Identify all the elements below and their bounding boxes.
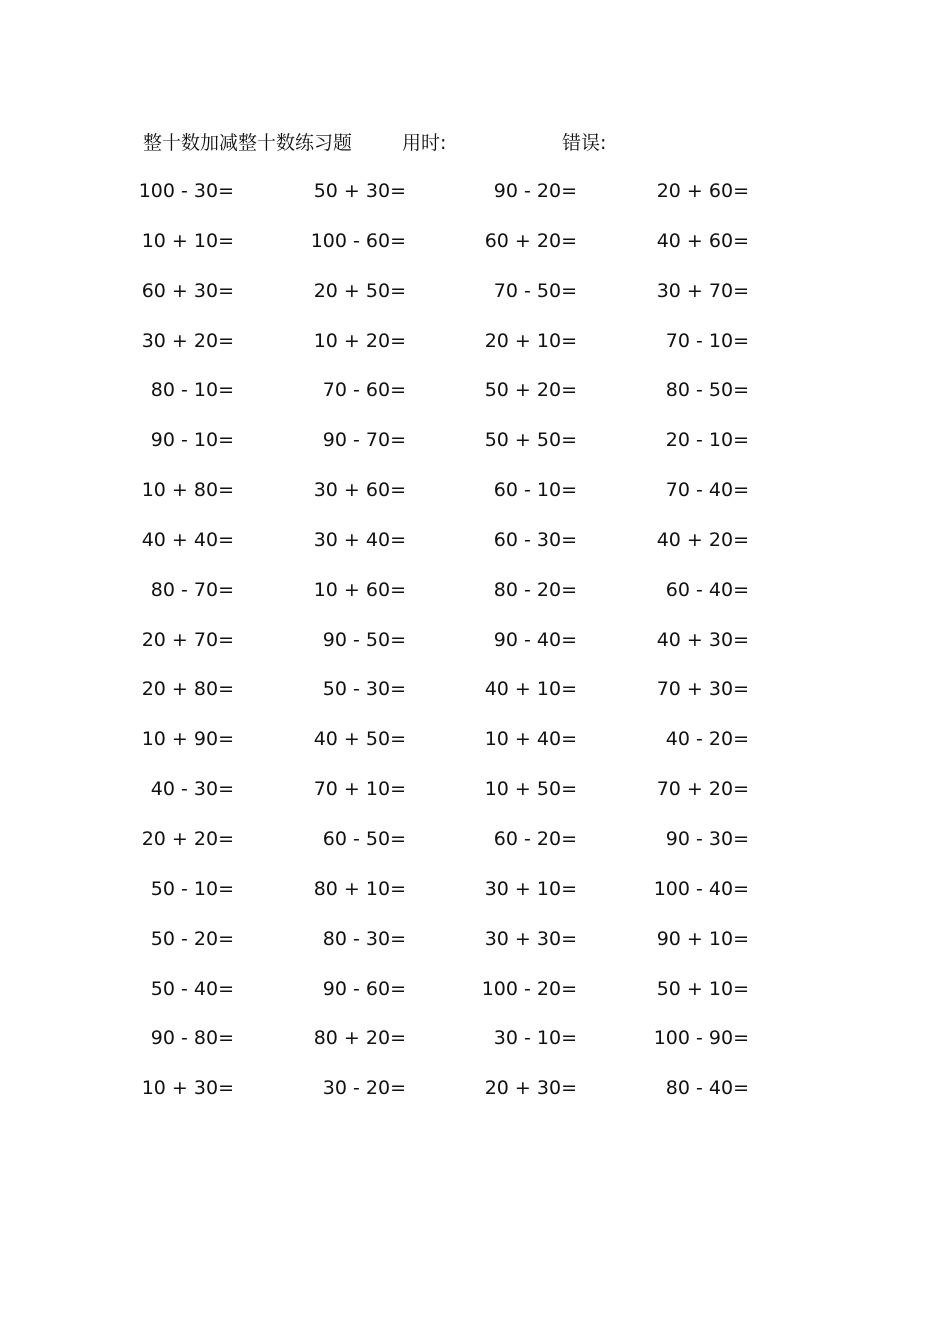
problem-item: 60 + 20= [484, 229, 577, 252]
problem-item: 80 + 10= [313, 877, 406, 900]
problem-item: 100 - 20= [481, 977, 577, 1000]
problem-item: 100 - 30= [138, 180, 234, 202]
problem-item: 90 - 10= [150, 429, 234, 452]
problem-item: 50 + 30= [313, 180, 406, 202]
problem-item: 90 - 60= [322, 977, 406, 1000]
problem-item: 60 - 10= [493, 479, 577, 502]
problem-row [0, 475, 950, 525]
problem-item: 30 - 10= [493, 1027, 577, 1050]
problem-item: 50 + 10= [656, 977, 749, 1000]
problem-row [0, 1073, 950, 1123]
problem-item: 100 - 90= [653, 1027, 749, 1050]
problem-item: 10 + 10= [141, 229, 234, 252]
problem-item: 90 - 70= [322, 429, 406, 452]
problem-item: 60 - 20= [493, 827, 577, 850]
problem-row [0, 525, 950, 575]
problem-item: 100 - 60= [310, 229, 406, 252]
problem-row [0, 774, 950, 824]
problem-grid [0, 176, 950, 1123]
problem-item: 40 + 40= [141, 528, 234, 551]
problem-item: 80 - 30= [322, 927, 406, 950]
problem-row [0, 974, 950, 1024]
problem-item: 20 + 30= [484, 1077, 577, 1100]
problem-row [0, 375, 950, 425]
problem-item: 80 - 10= [150, 379, 234, 402]
worksheet-title: 整十数加减整十数练习题 [143, 132, 353, 154]
problem-item: 30 + 60= [313, 479, 406, 502]
problem-item: 20 - 10= [665, 429, 749, 452]
problem-row [0, 326, 950, 376]
problem-item: 70 - 40= [665, 479, 749, 502]
problem-item: 70 - 60= [322, 379, 406, 402]
problem-row [0, 824, 950, 874]
problem-row [0, 1023, 950, 1073]
problem-item: 80 - 70= [150, 578, 234, 601]
problem-row [0, 226, 950, 276]
problem-item: 10 + 80= [141, 479, 234, 502]
problem-item: 50 + 50= [484, 429, 577, 452]
problem-item: 70 + 20= [656, 778, 749, 801]
problem-item: 70 + 30= [656, 678, 749, 701]
problem-item: 20 + 10= [484, 329, 577, 352]
problem-item: 20 + 50= [313, 279, 406, 302]
problem-item: 90 - 30= [665, 827, 749, 850]
problem-item: 60 - 50= [322, 827, 406, 850]
problem-item: 80 - 20= [493, 578, 577, 601]
problem-item: 50 + 20= [484, 379, 577, 402]
problem-item: 30 + 10= [484, 877, 577, 900]
problem-item: 80 - 50= [665, 379, 749, 402]
problem-item: 40 + 10= [484, 678, 577, 701]
problem-item: 30 - 20= [322, 1077, 406, 1100]
problem-item: 30 + 70= [656, 279, 749, 302]
problem-item: 30 + 20= [141, 329, 234, 352]
problem-item: 50 - 40= [150, 977, 234, 1000]
problem-item: 10 + 90= [141, 728, 234, 751]
problem-row [0, 425, 950, 475]
problem-row [0, 674, 950, 724]
problem-item: 10 + 40= [484, 728, 577, 751]
problem-row [0, 276, 950, 326]
error-label: 错误: [562, 132, 607, 154]
problem-item: 40 + 60= [656, 229, 749, 252]
problem-item: 40 + 50= [313, 728, 406, 751]
problem-item: 40 - 30= [150, 778, 234, 801]
problem-item: 90 - 50= [322, 628, 406, 651]
problem-row [0, 625, 950, 675]
problem-item: 50 - 30= [322, 678, 406, 701]
problem-item: 90 + 10= [656, 927, 749, 950]
problem-item: 20 + 60= [656, 180, 749, 202]
problem-item: 90 - 40= [493, 628, 577, 651]
problem-item: 50 - 10= [150, 877, 234, 900]
problem-item: 40 - 20= [665, 728, 749, 751]
problem-item: 10 + 60= [313, 578, 406, 601]
problem-item: 60 - 40= [665, 578, 749, 601]
problem-item: 70 - 10= [665, 329, 749, 352]
problem-row [0, 724, 950, 774]
problem-item: 80 - 40= [665, 1077, 749, 1100]
time-label: 用时: [402, 132, 447, 154]
problem-item: 20 + 80= [141, 678, 234, 701]
problem-item: 30 + 30= [484, 927, 577, 950]
problem-row [0, 924, 950, 974]
problem-item: 20 + 20= [141, 827, 234, 850]
problem-row [0, 874, 950, 924]
problem-item: 40 + 30= [656, 628, 749, 651]
problem-item: 90 - 80= [150, 1027, 234, 1050]
problem-item: 90 - 20= [493, 180, 577, 202]
problem-item: 100 - 40= [653, 877, 749, 900]
problem-item: 40 + 20= [656, 528, 749, 551]
problem-item: 20 + 70= [141, 628, 234, 651]
problem-item: 80 + 20= [313, 1027, 406, 1050]
problem-item: 50 - 20= [150, 927, 234, 950]
worksheet-header [0, 128, 950, 158]
problem-item: 10 + 30= [141, 1077, 234, 1100]
problem-item: 10 + 20= [313, 329, 406, 352]
problem-item: 70 - 50= [493, 279, 577, 302]
problem-item: 60 + 30= [141, 279, 234, 302]
problem-item: 70 + 10= [313, 778, 406, 801]
problem-item: 60 - 30= [493, 528, 577, 551]
problem-row [0, 176, 950, 226]
problem-item: 30 + 40= [313, 528, 406, 551]
problem-row [0, 575, 950, 625]
problem-item: 10 + 50= [484, 778, 577, 801]
